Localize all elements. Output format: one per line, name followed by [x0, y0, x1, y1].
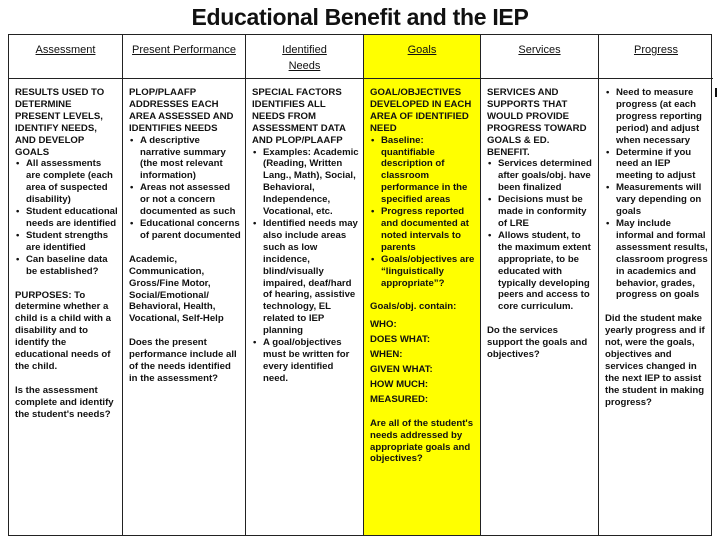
- goals-column: [364, 79, 481, 535]
- list-item: • Student educational needs are identified: [15, 206, 118, 230]
- assessment-list: [15, 158, 118, 277]
- list-item: • Allows student, to the maximum extent appropriate, to be educated with typically developing peers and access to core curriculum.: [487, 230, 594, 313]
- edge-mark: [715, 88, 717, 97]
- present-performance-column: [123, 79, 246, 535]
- list-item: • Areas not assessed or not a concern documented as such: [129, 182, 241, 218]
- services-list: [487, 158, 594, 313]
- list-item: • All assessments are complete (each area of suspected disability): [15, 158, 118, 206]
- present-heading: PLOP/PLAAFP ADDRESSES EACH AREA ASSESSED AND IDENTIFIES NEEDS: [129, 87, 234, 134]
- iep-table: [8, 34, 712, 536]
- goals-list: [370, 135, 476, 290]
- progress-column: [599, 79, 713, 535]
- goals-question: Are all of the student's needs addressed by appropriate goals and objectives?: [370, 417, 474, 465]
- goal-element: DOES WHAT:: [370, 334, 431, 346]
- page-title: Educational Benefit and the IEP: [191, 4, 529, 30]
- identified-needs-column: [246, 79, 364, 535]
- list-item: • Identified needs may also include areas such as low incidence, blind/visually impaired, deaf/hard of hearing, assistive technology, EL related to IEP planning: [252, 218, 359, 337]
- list-item: • Goals/objectives are “linguistically appropriate”?: [370, 254, 476, 290]
- progress-question: Did the student make yearly progress and if not, were the goals, objectives and services changed in the next IEP to assist the student in making progress?: [605, 313, 705, 408]
- list-item: • Educational concerns of parent documented: [129, 218, 241, 242]
- services-heading: SERVICES AND SUPPORTS THAT WOULD PROVIDE PROGRESS TOWARD GOALS & ED. BENEFIT.: [487, 87, 587, 158]
- assessment-heading: RESULTS USED TO DETERMINE PRESENT LEVELS, IDENTIFY NEEDS, AND DEVELOP GOALS: [15, 87, 105, 158]
- assessment-purposes: PURPOSES: To determine whether a child is a child with a disability and to identify the educational needs of the child.: [15, 289, 111, 372]
- assessment-column: [9, 79, 123, 535]
- goals-heading: GOAL/OBJECTIVES DEVELOPED IN EACH AREA OF IDENTIFIED NEED: [370, 87, 472, 134]
- header-identified-needs: Identified Needs: [246, 35, 364, 79]
- list-item: • Determine if you need an IEP meeting to adjust: [605, 147, 709, 183]
- present-areas: Academic, Communication, Gross/Fine Motor, Social/Emotional/ Behavioral, Health, Vocational, Self-Help: [129, 253, 224, 325]
- goal-element: MEASURED:: [370, 393, 429, 405]
- services-question: Do the services support the goals and objectives?: [487, 325, 588, 361]
- goal-element: HOW MUCH:: [370, 378, 429, 390]
- header-progress: Progress: [599, 35, 713, 79]
- goals-contain-label: Goals/obj. contain:: [370, 301, 457, 313]
- goal-element: GIVEN WHAT:: [370, 364, 433, 376]
- list-item: • Decisions must be made in conformity of LRE: [487, 194, 594, 230]
- list-item: • Need to measure progress (at each progress reporting period) and adjust when necessary: [605, 87, 709, 147]
- needs-heading: SPECIAL FACTORS IDENTIFIES ALL NEEDS FROM ASSESSMENT DATA AND PLOP/PLAAFP: [252, 87, 346, 146]
- present-list: [129, 135, 241, 242]
- progress-list: [605, 87, 709, 301]
- list-item: • May include informal and formal assessment results, classroom progress in academics and behavior, grades, progress on goals: [605, 218, 709, 301]
- goal-element: WHEN:: [370, 349, 403, 361]
- list-item: • A descriptive narrative summary (the most relevant information): [129, 135, 241, 183]
- list-item: • Measurements will vary depending on goals: [605, 182, 709, 218]
- header-present-performance: Present Performance: [123, 35, 246, 79]
- needs-list: [252, 147, 359, 385]
- list-item: • Student strengths are identified: [15, 230, 118, 254]
- list-item: • Examples: Academic (Reading, Written Lang., Math), Social, Behavioral, Independence, Vocational, etc.: [252, 147, 359, 218]
- list-item: • Progress reported and documented at noted intervals to parents: [370, 206, 476, 254]
- list-item: • Can baseline data be established?: [15, 254, 118, 278]
- header-assessment: Assessment: [9, 35, 123, 79]
- list-item: • Baseline: quantifiable description of classroom performance in the specified areas: [370, 135, 476, 206]
- header-goals: Goals: [364, 35, 481, 79]
- present-question: Does the present performance include all of the needs identified in the assessment?: [129, 337, 237, 384]
- list-item: • Services determined after goals/obj. have been finalized: [487, 158, 594, 194]
- assessment-question: Is the assessment complete and identify the student's needs?: [15, 384, 114, 420]
- list-item: • A goal/objectives must be written for every identified need.: [252, 337, 359, 385]
- services-column: [481, 79, 599, 535]
- goal-element: WHO:: [370, 319, 397, 331]
- header-services: Services: [481, 35, 599, 79]
